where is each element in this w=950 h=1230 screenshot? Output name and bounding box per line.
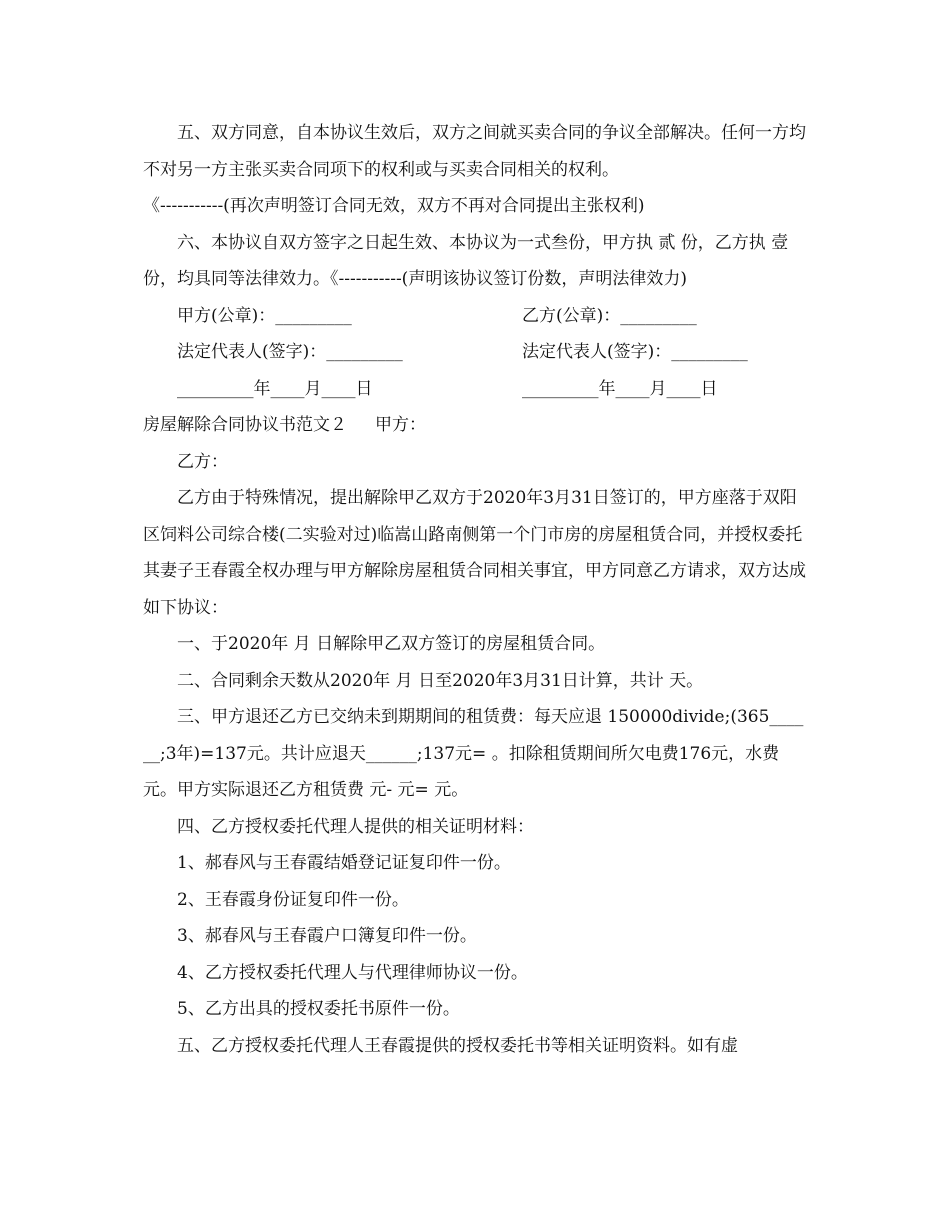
- item-two: 二、合同剩余天数从2020年 月 日至2020年3月31日计算，共计 天。: [177, 670, 704, 691]
- party-b-representative: 法定代表人(签字)：_________: [522, 342, 748, 362]
- party-a-representative: 法定代表人(签字)：_________: [177, 342, 403, 362]
- clause-six-paragraph: 六、本协议自双方签字之日起生效、本协议为一式叁份，甲方执 贰 份，乙方执 壹 份，均具同等法律效力。《-----------(声明该协议签订份数，声明法律效力): [143, 232, 789, 289]
- item-one: 一、于2020年 月 日解除甲乙双方签订的房屋租赁合同。: [177, 634, 606, 654]
- item-four: 四、乙方授权委托代理人提供的相关证明材料：: [177, 816, 534, 837]
- document-body: [143, 115, 811, 1064]
- list-item: 1、郝春风与王春霞结婚登记证复印件一份。: [177, 853, 511, 873]
- list-item: 4、乙方授权委托代理人与代理律师协议一份。: [177, 962, 528, 983]
- representative-row: [143, 334, 811, 371]
- date-row: [143, 371, 811, 408]
- list-item: 2、王春霞身份证复印件一份。: [177, 889, 409, 910]
- seal-row: [143, 298, 811, 335]
- party-b-date: _________年____月____日: [522, 378, 718, 399]
- clause-five-note: 《-----------(再次声明签订合同无效，双方不再对合同提出主张权利): [143, 196, 645, 216]
- party-b-label: 乙方：: [177, 451, 228, 472]
- clause-five-paragraph: 五、双方同意，自本协议生效后，双方之间就买卖合同的争议全部解决。任何一方均不对另一方主张买卖合同项下的权利或与买卖合同相关的权利。: [143, 123, 806, 180]
- party-a-date: _________年____月____日: [177, 378, 373, 399]
- list-item: 5、乙方出具的授权委托书原件一份。: [177, 999, 460, 1019]
- item-five: 五、乙方授权委托代理人王春霞提供的授权委托书等相关证明资料。如有虚: [177, 1035, 738, 1056]
- agreement-intro: 乙方由于特殊情况，提出解除甲乙双方于2020年3月31日签订的，甲方座落于双阳区饲料公司综合楼(二实验对过)临嵩山路南侧第一个门市房的房屋租赁合同，并授权委托其妻子王春霞全权办理与甲方解除房屋租赁合同相关事宜，甲方同意乙方请求，双方达成如下协议：: [143, 488, 806, 618]
- list-item: 3、郝春风与王春霞户口簿复印件一份。: [177, 926, 477, 946]
- party-a-label: 甲方：: [375, 415, 426, 435]
- section-title-line: [143, 407, 811, 444]
- party-b-seal: 乙方(公章)：_________: [522, 305, 697, 326]
- party-a-seal: 甲方(公章)：_________: [177, 305, 352, 326]
- item-three: 三、甲方退还乙方已交纳未到期期间的租赁费：每天应退 150000divide;(365______;3年)=137元。共计应退天______;137元= 。扣除租赁期间所欠电费176元，水费 元。甲方实际退还乙方租赁费 元- 元= 元。: [143, 707, 804, 800]
- section-title: 房屋解除合同协议书范文２: [143, 415, 347, 435]
